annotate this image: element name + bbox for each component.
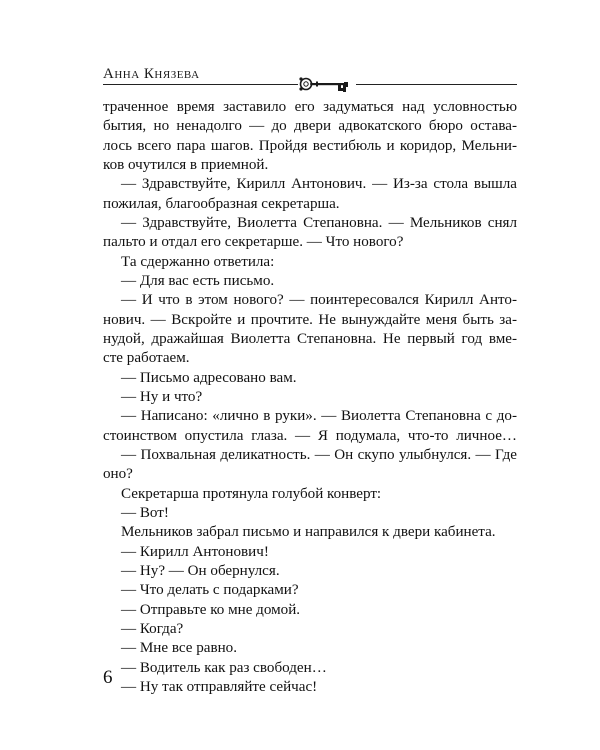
text-line: траченное время заставило его задуматься над условностью (103, 99, 517, 115)
text-line: нудой, дражайшая Виолетта Степановна. Не первый год вме- (103, 330, 517, 347)
running-header (103, 66, 517, 92)
text-line: — Вот! (121, 504, 169, 521)
text-line: сте работаем. (103, 350, 190, 367)
text-line: — И что в этом нового? — поинтересовался Кирилл Анто- (121, 292, 517, 309)
text-line: лось всего пара шагов. Пройдя вестибюль и коридор, Мельни- (103, 137, 517, 154)
text-line: — Для вас есть письмо. (121, 272, 275, 289)
text-line: нович. — Вскройте и прочтите. Не вынуждайте меня быть за- (103, 311, 517, 328)
text-line: Мельников забрал письмо и направился к двери кабинета. (121, 524, 496, 541)
text-line: оно? (103, 466, 133, 483)
text-line: — Ну так отправляйте сейчас! (121, 678, 318, 695)
author-name: Анна Князева (103, 66, 200, 82)
text-line: Секретарша протянула голубой конверт: (121, 485, 382, 502)
text-line: — Здравствуйте, Виолетта Степановна. — Мельников снял (121, 214, 517, 231)
body-text (103, 98, 517, 697)
page-number: 6 (103, 667, 113, 688)
text-line: — Здравствуйте, Кирилл Антонович. — Из-за стола вышла (121, 176, 517, 193)
text-line: — Письмо адресовано вам. (121, 369, 297, 386)
text-line: ков очутился в приемной. (103, 156, 269, 173)
text-line: пожилая, благообразная секретарша. (103, 195, 340, 212)
text-line: — Написано: «лично в руки». — Виолетта Степановна с до- (121, 408, 517, 425)
text-line: — Водитель как раз свободен… (121, 659, 327, 676)
text-line: — Отправьте ко мне домой. (121, 601, 301, 618)
text-line: Та сдержанно ответила: (121, 253, 275, 270)
text-line: — Что делать с подарками? (121, 582, 299, 599)
text-line: — Мне все равно. (121, 640, 238, 657)
text-line: бытия, но ненадолго — до двери адвокатского бюро остава- (103, 118, 517, 135)
text-line: — Похвальная деликатность. — Он скупо улыбнулся. — Где (121, 446, 517, 463)
text-line: — Когда? (121, 620, 184, 637)
text-line: — Ну и что? (121, 388, 203, 405)
text-line: — Кирилл Антонович! (121, 543, 269, 560)
text-line: пальто и отдал его секретарше. — Что нового? (103, 234, 404, 251)
text-line: стоинством опустила глаза. — Я подумала, что-то личное… (103, 427, 517, 444)
text-line: — Ну? — Он обернулся. (121, 562, 280, 579)
key-ornament-icon (298, 74, 356, 94)
